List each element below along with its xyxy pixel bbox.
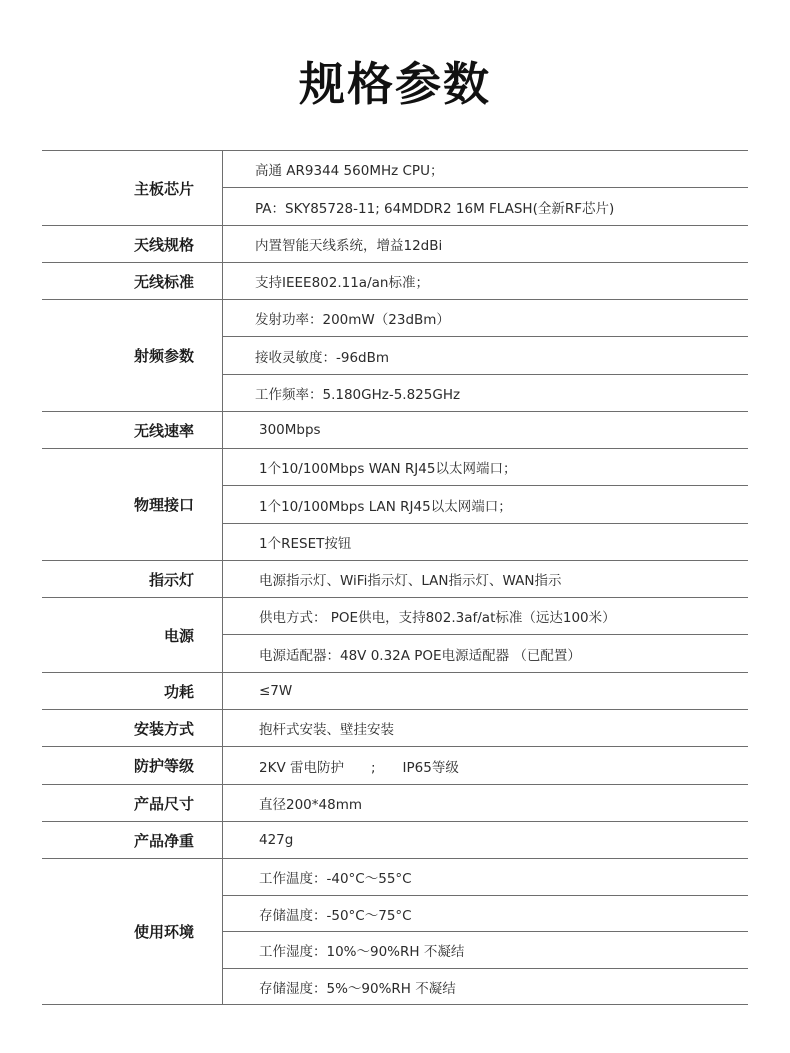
spec-value: 电源适配器：48V 0.32A POE电源适配器 （已配置） (223, 635, 749, 673)
spec-row (42, 226, 748, 263)
spec-value: 供电方式： POE供电，支持802.3af/at标准（远达100米） (223, 598, 749, 635)
spec-row (42, 785, 748, 822)
spec-value: 内置智能天线系统，增益12dBi (223, 226, 749, 263)
spec-label: 电源 (42, 598, 223, 673)
spec-value: 高通 AR9344 560MHz CPU； (223, 151, 749, 188)
spec-value: 427g (223, 822, 749, 859)
spec-label: 安装方式 (42, 710, 223, 747)
spec-value: 发射功率：200mW（23dBm） (223, 300, 749, 337)
spec-value: 2KV 雷电防护 ; IP65等级 (223, 747, 749, 785)
spec-row (42, 673, 748, 710)
spec-label: 射频参数 (42, 300, 223, 412)
spec-value: 工作湿度：10%～90%RH 不凝结 (223, 932, 749, 969)
spec-value: 1个10/100Mbps LAN RJ45以太网端口； (223, 486, 749, 524)
spec-value: 抱杆式安装、壁挂安装 (223, 710, 749, 747)
spec-label: 主板芯片 (42, 151, 223, 226)
spec-label: 无线速率 (42, 412, 223, 449)
spec-row (42, 412, 748, 449)
spec-row (42, 300, 748, 337)
spec-value: 直径200*48mm (223, 785, 749, 822)
spec-value: ≤7W (223, 673, 749, 710)
spec-value: 存储温度：-50°C～75°C (223, 896, 749, 932)
spec-row (42, 449, 748, 486)
spec-label: 功耗 (42, 673, 223, 710)
spec-value: 工作温度：-40°C～55°C (223, 859, 749, 896)
spec-value: 1个10/100Mbps WAN RJ45以太网端口； (223, 449, 749, 486)
spec-label: 天线规格 (42, 226, 223, 263)
spec-label: 产品尺寸 (42, 785, 223, 822)
spec-label: 物理接口 (42, 449, 223, 561)
spec-label: 防护等级 (42, 747, 223, 785)
spec-value: 1个RESET按钮 (223, 524, 749, 561)
spec-row (42, 859, 748, 896)
spec-value: 工作频率：5.180GHz-5.825GHz (223, 375, 749, 412)
spec-label: 产品净重 (42, 822, 223, 859)
spec-value: 电源指示灯、WiFi指示灯、LAN指示灯、WAN指示 (223, 561, 749, 598)
spec-row (42, 151, 748, 188)
spec-value: 接收灵敏度：-96dBm (223, 337, 749, 375)
spec-row (42, 710, 748, 747)
spec-row (42, 561, 748, 598)
spec-row (42, 598, 748, 635)
spec-table (42, 150, 748, 1005)
spec-value: PA：SKY85728-11; 64MDDR2 16M FLASH(全新RF芯片) (223, 188, 749, 226)
spec-label: 指示灯 (42, 561, 223, 598)
spec-row (42, 263, 748, 300)
spec-table-body (42, 151, 748, 1005)
spec-value: 存储湿度：5%～90%RH 不凝结 (223, 969, 749, 1005)
page-title: 规格参数 (299, 57, 491, 111)
spec-label: 无线标准 (42, 263, 223, 300)
spec-row (42, 747, 748, 785)
spec-row (42, 822, 748, 859)
spec-value: 支持IEEE802.11a/an标准； (223, 263, 749, 300)
spec-value: 300Mbps (223, 412, 749, 449)
spec-label: 使用环境 (42, 859, 223, 1005)
